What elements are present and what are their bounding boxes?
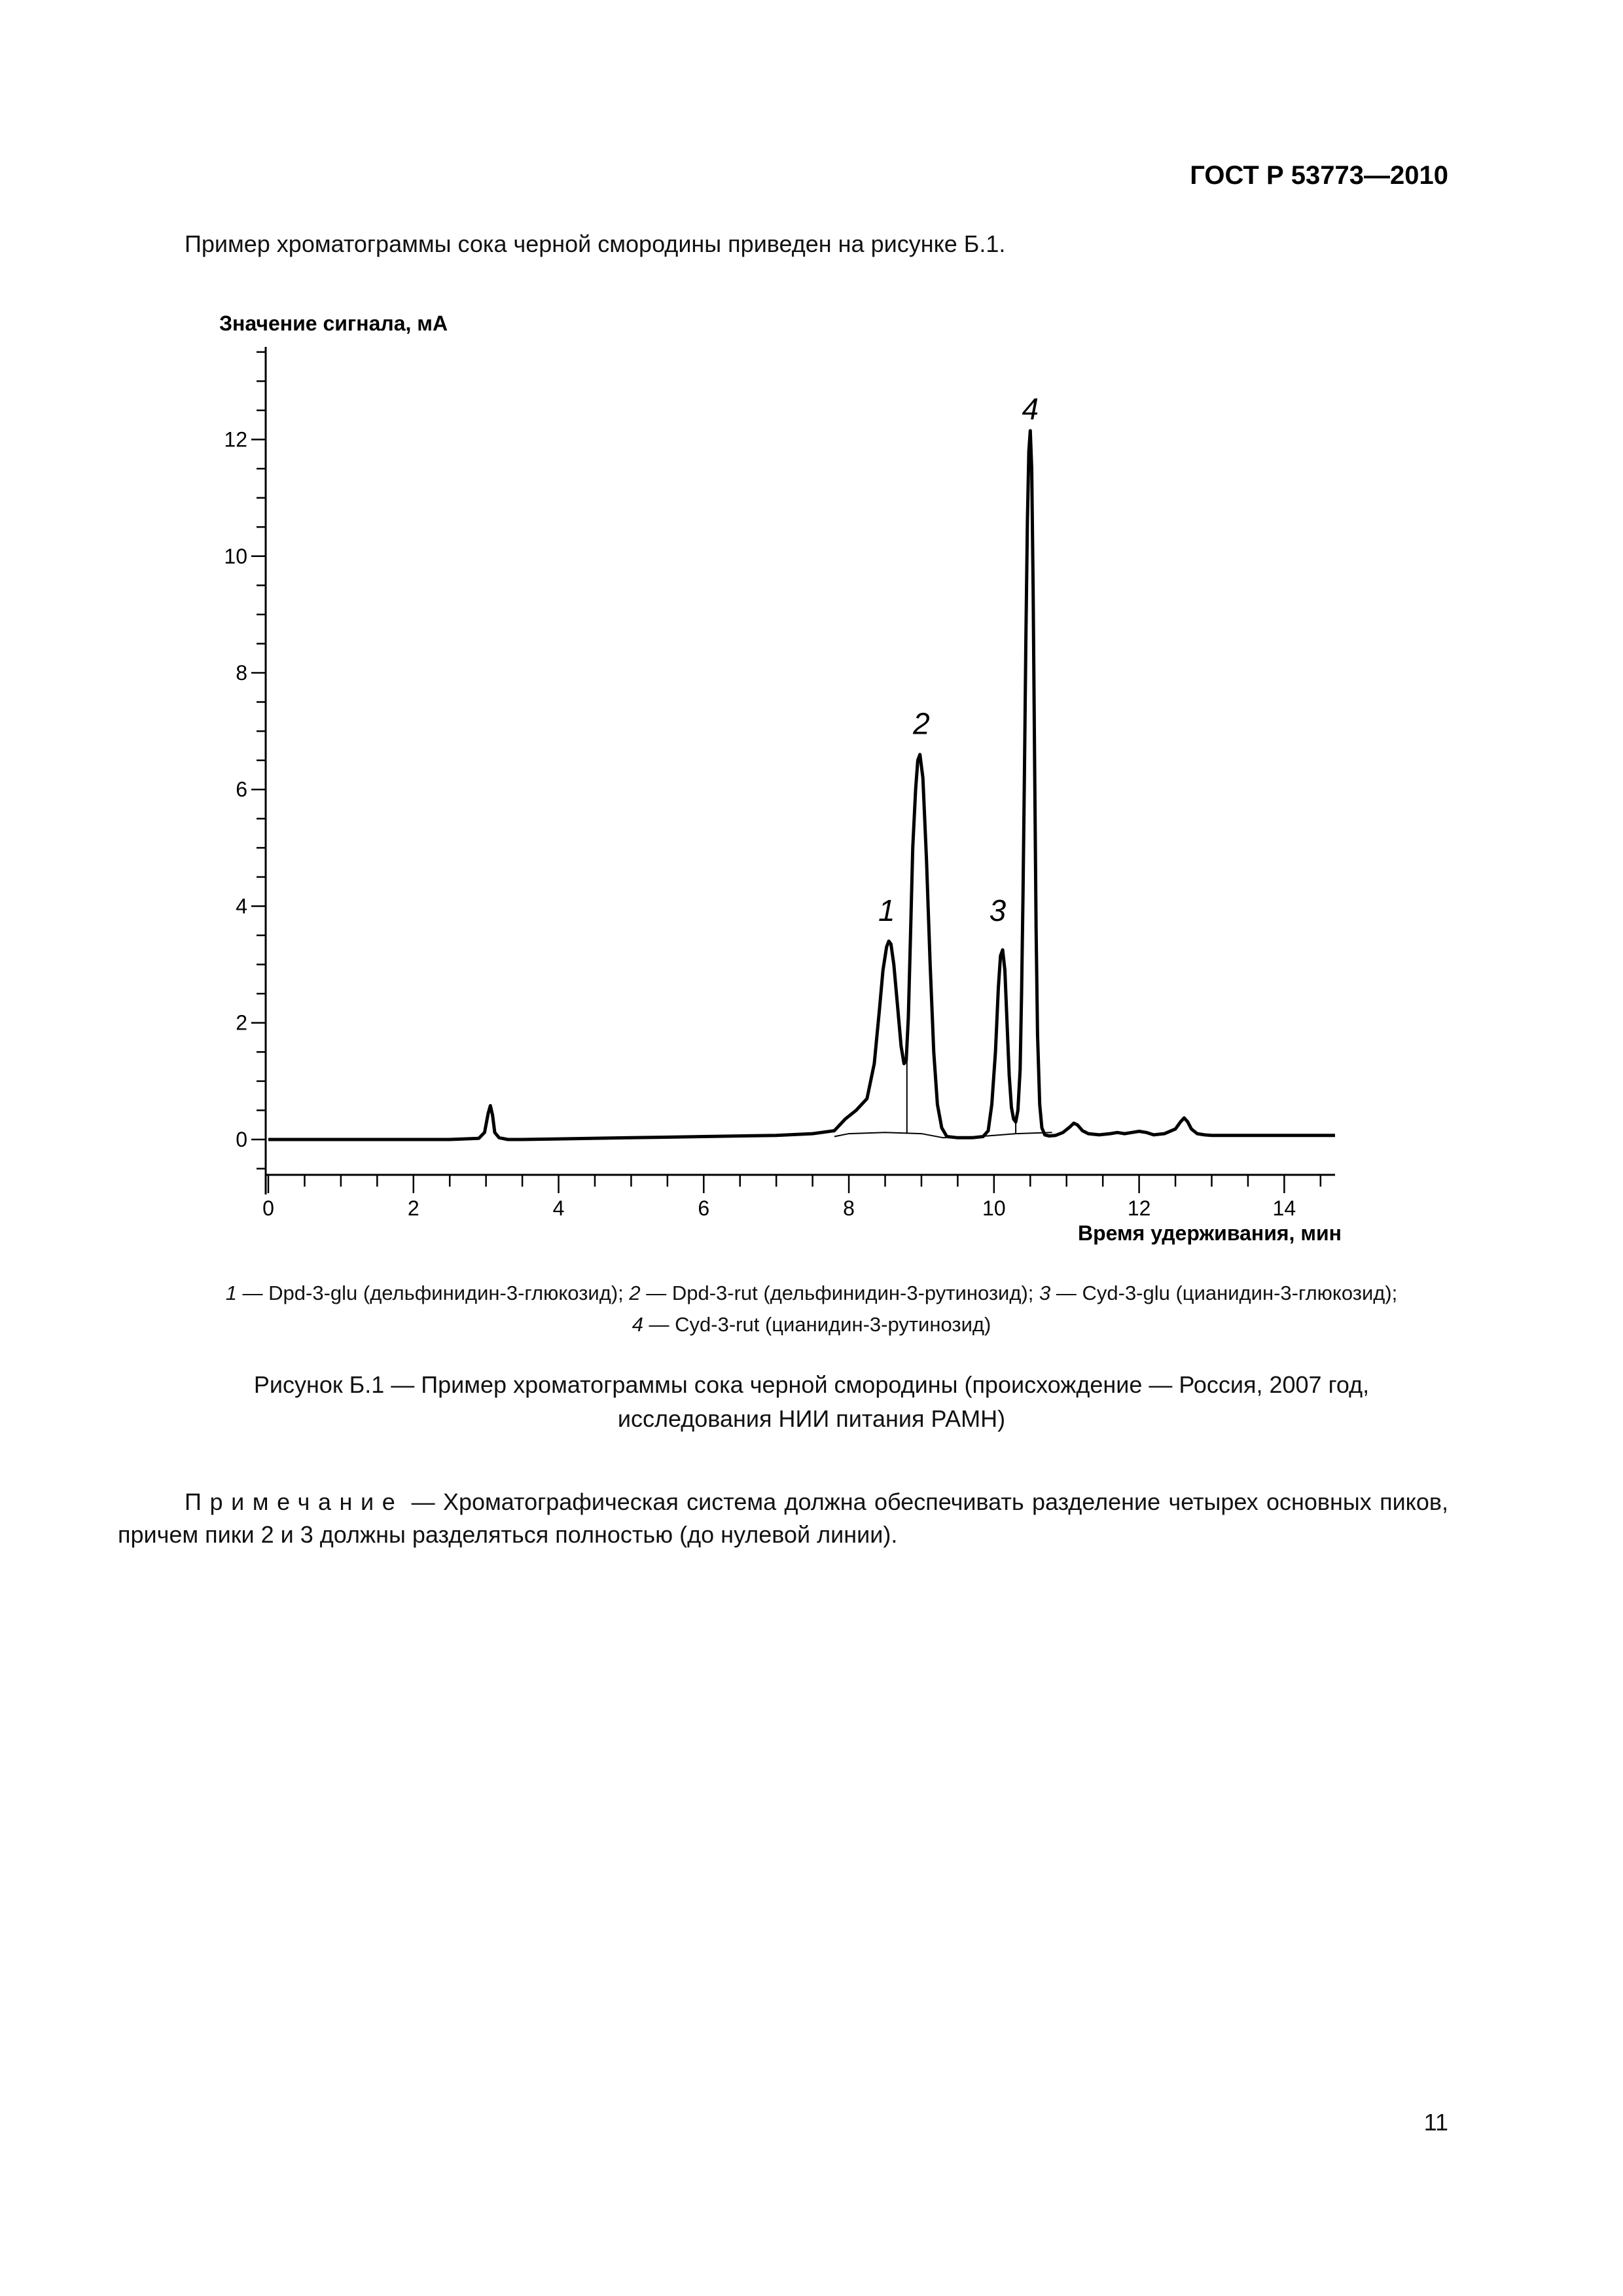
x-tick-label: 6: [698, 1196, 710, 1220]
caption-line-2: исследования НИИ питания РАМН): [617, 1405, 1006, 1432]
note-paragraph: [118, 1486, 1448, 1551]
page-number: 11: [1423, 2109, 1448, 2136]
y-tick-label: 2: [236, 1011, 247, 1035]
legend-item-number: 4: [632, 1313, 643, 1336]
peak-label: 2: [913, 706, 930, 741]
chart-svg: [196, 301, 1374, 1244]
chromatogram-trace: [268, 431, 1335, 1139]
figure-caption: [118, 1368, 1505, 1436]
y-tick-label: 10: [224, 544, 247, 568]
x-axis-label: Время удерживания, мин: [1077, 1221, 1342, 1245]
peak-label: 3: [989, 893, 1007, 927]
y-tick-label: 8: [236, 661, 247, 685]
note-text: — Хроматографическая система должна обеспечивать разделение четырех основных пиков, причем пики 2 и 3 должны разделяться полностью (до нулевой линии).: [118, 1488, 1448, 1548]
peak-label: 4: [1022, 391, 1039, 426]
y-axis-label: Значение сигнала, мА: [219, 312, 448, 335]
peak-label: 1: [878, 893, 895, 927]
y-tick-label: 12: [224, 427, 247, 452]
caption-line-1: Рисунок Б.1 — Пример хроматограммы сока черной смородины (происхождение — Россия, 2007 год,: [253, 1371, 1370, 1398]
intro-paragraph: Пример хроматограммы сока черной смородины приведен на рисунке Б.1.: [185, 230, 1006, 257]
legend-line-1: [118, 1278, 1505, 1309]
y-tick-label: 0: [236, 1127, 247, 1151]
legend-item-text: — Dpd-3-rut (дельфинидин-3-рутинозид);: [640, 1282, 1040, 1304]
x-tick-label: 10: [982, 1196, 1006, 1220]
x-tick-label: 8: [843, 1196, 855, 1220]
x-tick-label: 0: [262, 1196, 274, 1220]
legend-item-number: 1: [225, 1282, 237, 1304]
note-label: Примечание: [185, 1488, 404, 1515]
legend-item-text: — Dpd-3-glu (дельфинидин-3-глюкозид);: [236, 1282, 630, 1304]
x-tick-label: 12: [1127, 1196, 1151, 1220]
legend-item-text: — Cyd-3-rut (цианидин-3-рутинозид): [643, 1313, 991, 1336]
y-tick-label: 6: [236, 778, 247, 802]
figure-legend: [118, 1278, 1505, 1340]
x-tick-label: 2: [407, 1196, 419, 1220]
x-tick-label: 4: [552, 1196, 565, 1220]
legend-item-text: — Cyd-3-glu (цианидин-3-глюкозид);: [1050, 1282, 1398, 1304]
legend-line-2: [118, 1309, 1505, 1340]
document-header: ГОСТ Р 53773—2010: [1190, 161, 1448, 190]
legend-item-number: 3: [1039, 1282, 1051, 1304]
legend-item-number: 2: [629, 1282, 641, 1304]
y-tick-label: 4: [236, 894, 247, 918]
x-tick-label: 14: [1272, 1196, 1296, 1220]
chromatogram-chart: [196, 301, 1374, 1244]
